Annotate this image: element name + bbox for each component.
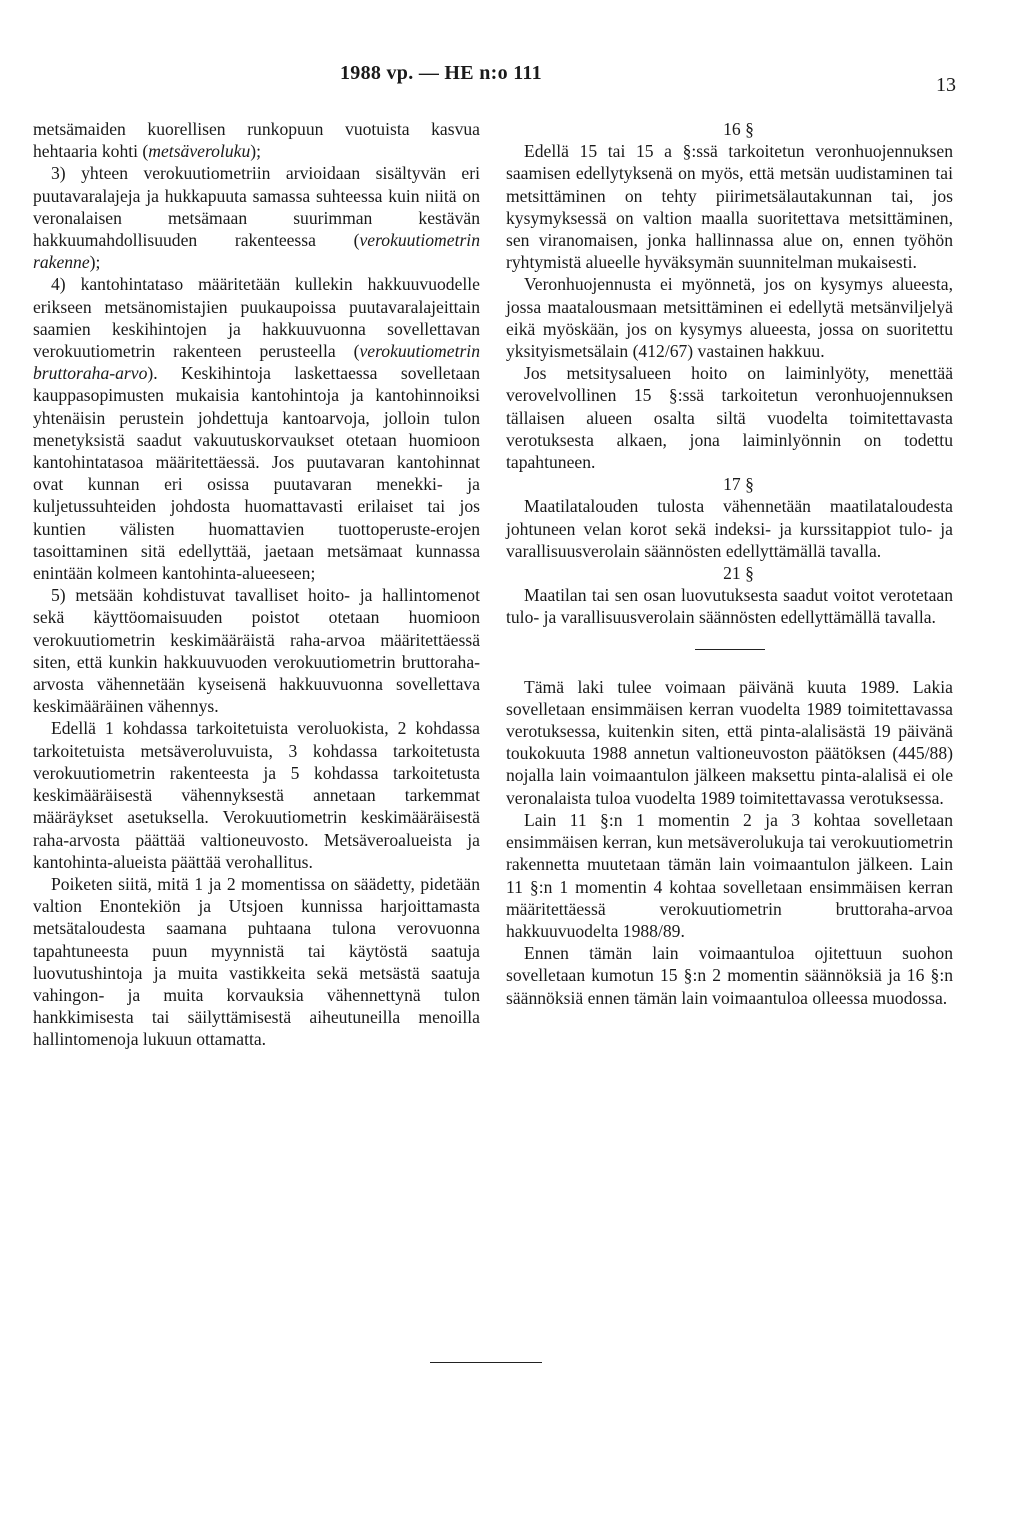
paragraph: Edellä 1 kohdassa tarkoitetuista veroluokista, 2 kohdassa tarkoitetuista metsäveroluvuista, 3 kohdassa tarkoitetusta verokuutiometrin rakenteesta ja 5 kohdassa tarkoitetusta keskimääräisestä vähennyksestä annetaan tarkemmat määräykset asetuksella. Verokuutiometrin keskimääräisestä raha-arvosta päättää valtioneuvosto. Metsäveroalueista ja kantohinta-alueista päättää verohallitus. xyxy=(33,718,480,872)
end-divider xyxy=(430,1362,542,1363)
paragraph: Edellä 15 tai 15 a §:ssä tarkoitetun veronhuojennuksen saamisen edellytyksenä on myös, että metsän uudistaminen tai metsittäminen on tehty piirimetsälautakunnan tai, jos kysymyksessä on valtion maalla suoritettava metsittäminen, sen viranomaisen, jonka hallinnassa alue on, ennen työhön ryhtymistä alueelle hyväksymän suunnitelman mukaisesti. xyxy=(506,141,953,273)
paragraph: Lain 11 §:n 1 momentin 2 ja 3 kohtaa sovelletaan ensimmäisen kerran, kun metsäverolukuja tai verokuutiometrin rakennetta muutetaan tämän lain voimaantulon jälkeen. Lain 11 §:n 1 momentin 4 kohtaa sovelletaan ensimmäisen kerran määritettäessä verokuutiometrin bruttoraha-arvoa hakkuuvuodelta 1988/89. xyxy=(506,809,953,941)
paragraph: Poiketen siitä, mitä 1 ja 2 momentissa on säädetty, pidetään valtion Enontekiön ja Utsjoen kunnissa harjoittamasta metsätaloudesta saamana puhtaana tulona verovuonna tapahtuneesta puun myynnistä tai käytöstä saatuja luovutushintoja ja muita vastikkeita sekä metsästä saatuja vahingon- ja muita korvauksia vähennettynä tulon hankkimisesta tai säilyttämisestä aiheutuneilla menoilla hallintomenoja lukuun ottamatta. xyxy=(33,873,480,1050)
section-heading: 21 § xyxy=(723,563,754,584)
paragraph: Tämä laki tulee voimaan päivänä kuuta 1989. Lakia sovelletaan ensimmäisen kerran vuodelta 1989 toimitettavassa verotuksessa, kuitenkin siten, että pinta-alalisästä 19 päivänä toukokuuta 1988 annetun valtioneuvoston päätöksen (445/88) nojalla lain voimaantulon jälkeen maksettu pinta-alalisä ei ole veronalaista tuloa vuodelta 1989 toimitettavassa verotuksessa. xyxy=(506,676,953,808)
divider xyxy=(695,649,765,650)
paragraph: Jos metsitysalueen hoito on laiminlyöty, menettää verovelvollinen 15 §:ssä tarkoitetun veronhuojennuksen tällaisen alueen osalta siltä vuodelta toimitettavasta verotuksesta alkaen, jona laiminlyönnin on todettu tapahtuneen. xyxy=(506,363,953,473)
paragraph: metsämaiden kuorellisen runkopuun vuotuista kasvua hehtaaria kohti (metsäveroluku); xyxy=(33,119,480,162)
page-number: 13 xyxy=(936,74,956,96)
section-heading: 16 § xyxy=(723,119,754,139)
paragraph: Veronhuojennusta ei myönnetä, jos on kysymys alueesta, jossa maatalousmaan metsittäminen ei edellytä metsänviljelyä eikä myöskään, jos on kysymys alueesta, jossa on suoritettu yksityismetsälain (412/67) vastainen hakkuu. xyxy=(506,274,953,362)
paragraph: 4) kantohintataso määritetään kullekin hakkuuvuodelle erikseen metsänomistajien puukaupoissa puutavaralajeittain saamien keskihintojen ja hakkuuvuonna sovellettavan verokuutiometrin rakenteen perusteella (verokuutiometrin bruttoraha-arvo). Keskihintoja laskettaessa sovelletaan kauppasopimusten mukaisia kantohintoja ja kantohinnoiksi yhtenäisin perustein johdettuja kantoarvoja, jolloin tulon menetyksistä saadut vakuutuskorvaukset otetaan huomioon kantohintatasoa määritettäessä. Jos puutavaran kantohinnat ovat kunnan eri osissa puutavaran menekki- ja kuljetussuhteiden johdosta huomattavasti erilaiset tai jos kuntien välisten huomattavien tuottoperuste-erojen tasoittaminen sitä edellyttää, jaetaan metsämaat kunnassa enintään kolmeen kantohinta-alueeseen; xyxy=(33,274,480,584)
document-title: 1988 vp. — HE n:o 111 xyxy=(340,62,542,84)
paragraph: 5) metsään kohdistuvat tavalliset hoito- ja hallintomenot sekä käyttöomaisuuden poistot otetaan huomioon verokuutiometrin keskimääräistä raha-arvoa määritettäessä siten, että kunkin hakkuuvuoden verokuutiometrin bruttoraha-arvosta vähennetään kyseisenä hakkuuvuonna sovellettava keskimääräinen vähennys. xyxy=(33,585,480,717)
section-heading: 17 § xyxy=(723,474,754,495)
paragraph: 3) yhteen verokuutiometriin arvioidaan sisältyvän eri puutavaralajeja ja hukkapuuta samassa suhteessa kuin niitä on veronalaisen metsämaan suurimman kestävän hakkuumahdollisuuden rakenteessa (verokuutiometrin rakenne); xyxy=(33,163,480,273)
paragraph: Maatilatalouden tulosta vähennetään maatilataloudesta johtuneen velan korot sekä indeksi- ja kurssitappiot tulo- ja varallisuusverolain säännösten edellyttämällä tavalla. xyxy=(506,496,953,561)
right-column xyxy=(506,118,953,1009)
paragraph: Maatilan tai sen osan luovutuksesta saadut voitot verotetaan tulo- ja varallisuusverolain säännösten edellyttämällä tavalla. xyxy=(506,585,953,628)
page-header xyxy=(0,58,1024,96)
paragraph: Ennen tämän lain voimaantuloa ojitettuun suohon sovelletaan kumotun 15 §:n 2 momentin säännöksiä ja 16 §:n säännöksiä ennen tämän lain voimaantuloa olleessa muodossa. xyxy=(506,943,953,1008)
left-column xyxy=(33,118,480,1051)
